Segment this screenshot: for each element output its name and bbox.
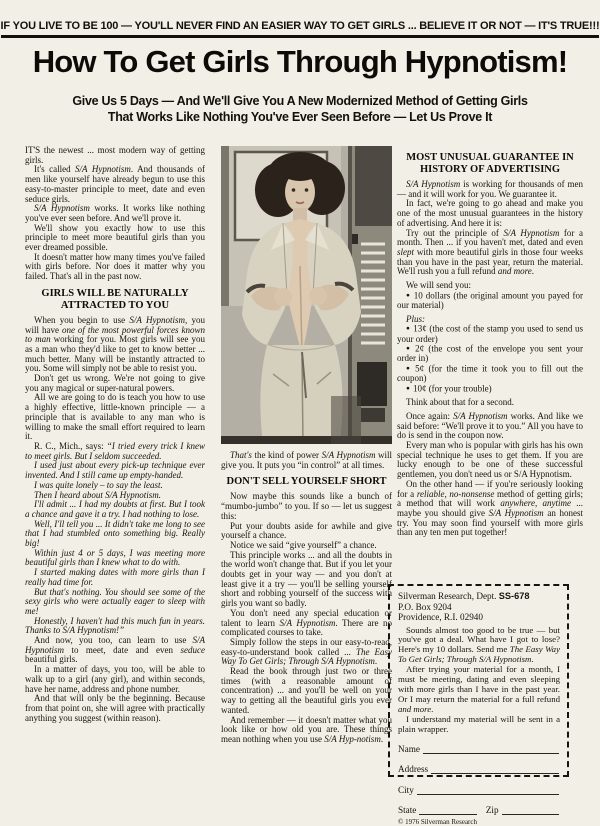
paragraph: All we are going to do is teach you how to use a highly effective, little-known principle — a principle that is available to any man who is willing to make the small effort required to learn it. <box>25 392 205 442</box>
name-field-row <box>398 745 560 755</box>
paragraph: Well, I'll tell you ... It didn't take me long to see that I had stumbled onto something big. Really big! <box>25 518 205 549</box>
paragraph: Once again: S/A Hypnotism works. And like we said before: “We'll prove it to you.” All you have to do is send in the coupon now. <box>397 410 583 441</box>
address-field-label: Address <box>398 764 429 775</box>
paragraph: When you begin to use S/A Hypnotism, you will have one of the most powerful forces known to man working for you. Most girls will see you as a man who they'd like to get to know better ... much better. Many will be instantly attracted to you. Some will simply not be able to resist you. <box>25 314 206 374</box>
subheadline-line2: That Works Like Nothing You've Ever Seen Before — Let Us Prove It <box>107 110 493 124</box>
bullet-icon: ● <box>406 385 410 393</box>
paragraph: Read the book through just two or three times (with a reasonable amount of concentration) ... and you'll be well on your way to getting all the beautiful girls you ever wanted. <box>221 666 392 715</box>
paragraph: Simply follow the steps in our easy-to-read, easy-to-understand book called ... The Easy Way To Get Girls; Through S/A Hypnotism. <box>221 636 392 667</box>
city-input-line <box>417 787 559 795</box>
copyright-notice: © 1976 Silverman Research <box>398 818 477 826</box>
order-coupon <box>388 584 569 826</box>
paragraph: Sounds almost too good to be true — but you've got a deal. What have I got to lose? Here's my 10 dollars. Send me The Easy Way To Get Girls; Through S/A Hypnotism. <box>398 624 560 665</box>
paragraph: I'll admit ... I had my doubts at first. But I took a chance and gave it a try. I had nothing to lose. <box>25 499 205 519</box>
woman-photo-illustration <box>221 146 392 444</box>
top-banner-text: IF YOU LIVE TO BE 100 — YOU'LL NEVER FIND AN EASIER WAY TO GET GIRLS ... BELIEVE IT OR NOT — IT'S TRUE!!! <box>1 20 600 38</box>
address-field-row <box>398 765 560 775</box>
headline: How To Get Girls Through Hypnotism! <box>32 44 568 79</box>
paragraph: You don't need any special education or talent to learn S/A Hypnotism. There are no complicated courses to take. <box>221 607 392 638</box>
paragraph: Notice we said “give yourself” a chance. <box>230 539 377 550</box>
name-field-label: Name <box>398 743 420 754</box>
paragraph: I was quite lonely – to say the least. <box>34 479 163 490</box>
coupon-company-name: Silverman Research, Dept. <box>398 591 499 601</box>
right-column <box>397 146 583 582</box>
paragraph: R. C., Mich., says: “I tried every trick I knew to meet girls. But I seldom succeeded. <box>25 440 205 461</box>
section-heading: DON'T SELL YOURSELF SHORT <box>226 476 387 488</box>
state-zip-field-row <box>398 806 560 816</box>
state-input-line <box>419 807 476 815</box>
coupon-body <box>398 626 560 735</box>
address-input-line <box>431 766 559 774</box>
paragraph: S/A Hypnotism is working for thousands of men — and it will work for you. We guarantee it. <box>397 179 583 199</box>
zip-input-line <box>502 807 559 815</box>
coupon-city-state: Providence, R.I. 02940 <box>398 612 483 622</box>
paragraph: And that will only be the beginning. Because from that point on, she will agree with practically anything you suggest (within reason). <box>25 693 205 723</box>
bullet-item: ● 5¢ (for the time it took you to fill out the coupon) <box>397 363 583 384</box>
paragraph: Put your doubts aside for awhile and give yourself a chance. <box>221 520 392 541</box>
paragraph: Don't get us wrong. We're not going to give you any magical or super-natural powers. <box>25 373 205 393</box>
paragraph: On the other hand — if you're seriously looking for a reliable, no-nonsense method of getting girls; a method that will work anywhere, anytime ... maybe you should give S/A Hypnotism an honest try. You may soon find yourself with more girls than any ten men put together! <box>397 478 583 538</box>
paragraph: Plus: <box>406 313 425 324</box>
left-column <box>25 146 205 776</box>
paragraph: Now maybe this sounds like a bunch of “mumbo-jumbo” to you. If so — let us suggest this: <box>221 491 392 521</box>
paragraph: We will send you: <box>406 280 472 291</box>
paragraph: Honestly, I haven't had this much fun in years. Thanks to S/A Hypnotism!” <box>25 615 205 636</box>
paragraph: I started making dates with more girls than I really had time for. <box>25 567 205 587</box>
paragraph: This principle works ... and all the doubts in the world won't change that. But if you let your doubts get in your way — and you don't at least give it a try — you'll be selling yourself short and robbing yourself of the success with girls you want so badly. <box>221 549 392 609</box>
paragraph: We'll show you exactly how to use this principle to meet more beautiful girls than you ever dreamed possible. <box>25 222 205 253</box>
bullet-icon: ● <box>406 365 413 373</box>
bullet-item: ● 10¢ (for your trouble) <box>406 383 492 394</box>
bullet-icon: ● <box>406 325 411 333</box>
paragraph: Then I heard about S/A Hypnotism. <box>34 489 161 500</box>
paragraph: I used just about every pick-up technique ever invented. And I still came up empty-handed. <box>25 460 205 481</box>
paragraph: In fact, we're going to go ahead and make you one of the most unusual guarantees in the history of advertising. And here it is: <box>397 198 583 228</box>
paragraph: And now, you too, can learn to use S/A Hypnotism to meet, date and even seduce beautiful girls. <box>25 635 205 665</box>
center-column-text <box>221 451 392 745</box>
paragraph: But that's nothing. You should see some of the sexy girls who were actually eager to sleep with me! <box>25 586 205 616</box>
paragraph: I understand my material will be sent in a plain wrapper. <box>398 713 560 734</box>
paragraph: It's called S/A Hypnotism. And thousands of men like yourself have already begun to use this easy-to-master principle to meet, date and even seduce girls. <box>25 164 206 204</box>
paragraph: S/A Hypnotism works. It works like nothing you've ever seen before. And we'll prove it. <box>25 203 205 223</box>
paragraph: Think about that for a second. <box>406 397 514 408</box>
coupon-company-line <box>398 591 560 602</box>
coupon-dept-code: SS-678 <box>498 591 530 601</box>
paragraph: Try out the principle of S/A Hypnotism for a month. Then ... if you haven't met, dated and even slept with more beautiful girls in those four weeks than you have in the past year, return the material. We'll rush you a full refund and more. <box>397 227 583 277</box>
subheadline-line1: Give Us 5 Days — And We'll Give You A New Modernized Method of Getting Girls <box>72 94 528 108</box>
name-input-line <box>423 746 559 754</box>
bullet-item: ● 13¢ (the cost of the stamp you used to send us your order) <box>397 323 583 344</box>
city-field-label: City <box>398 784 414 795</box>
subheadline <box>0 93 600 125</box>
city-field-row <box>398 786 560 796</box>
section-heading: GIRLS WILL BE NATURALLY ATTRACTED TO YOU <box>41 287 189 311</box>
bullet-icon: ● <box>406 345 413 353</box>
paragraph: It doesn't matter how many times you've failed with girls before. Nor does it matter why you failed. That's all in the past now. <box>25 251 205 282</box>
bullet-icon: ● <box>406 291 411 299</box>
paragraph: Within just 4 or 5 days, I was meeting more beautiful girls than I knew what to do with. <box>25 547 205 568</box>
paragraph: Every man who is popular with girls has his own special technique he uses to get them. If you are lucky enough to be one of these successful gentlemen, you don't need us or S/A Hypnotism. <box>397 440 583 480</box>
paragraph: And remember — it doesn't matter what you look like or how old you are. These things mean nothing when you use S/A Hyp-notism. <box>221 714 392 744</box>
paragraph: IT'S the newest ... most modern way of getting girls. <box>25 145 205 165</box>
paragraph: In a matter of days, you too, will be able to walk up to a girl (any girl), and within seconds, have her name, address and phone number. <box>25 664 205 694</box>
paragraph: After trying your material for a month, I must be meeting, dating and even sleeping with more girls than I have in the past year. Or I may return the material for a full refund and more. <box>398 664 560 714</box>
state-field-label: State <box>398 805 417 816</box>
bullet-item: ● 10 dollars (the original amount you payed for our material) <box>397 290 583 310</box>
top-banner <box>0 16 600 38</box>
bullet-item: ● 2¢ (the cost of the envelope you sent your order in) <box>397 343 583 364</box>
zip-field-label: Zip <box>485 805 499 816</box>
coupon-po-box: P.O. Box 9204 <box>398 601 452 612</box>
center-column <box>221 146 392 768</box>
paragraph: That's the kind of power S/A Hypnotism will give you. It puts you “in control” at all times. <box>221 450 392 470</box>
section-heading: MOST UNUSUAL GUARANTEE IN HISTORY OF ADVERTISING <box>406 152 574 175</box>
woman-photo <box>221 146 392 444</box>
